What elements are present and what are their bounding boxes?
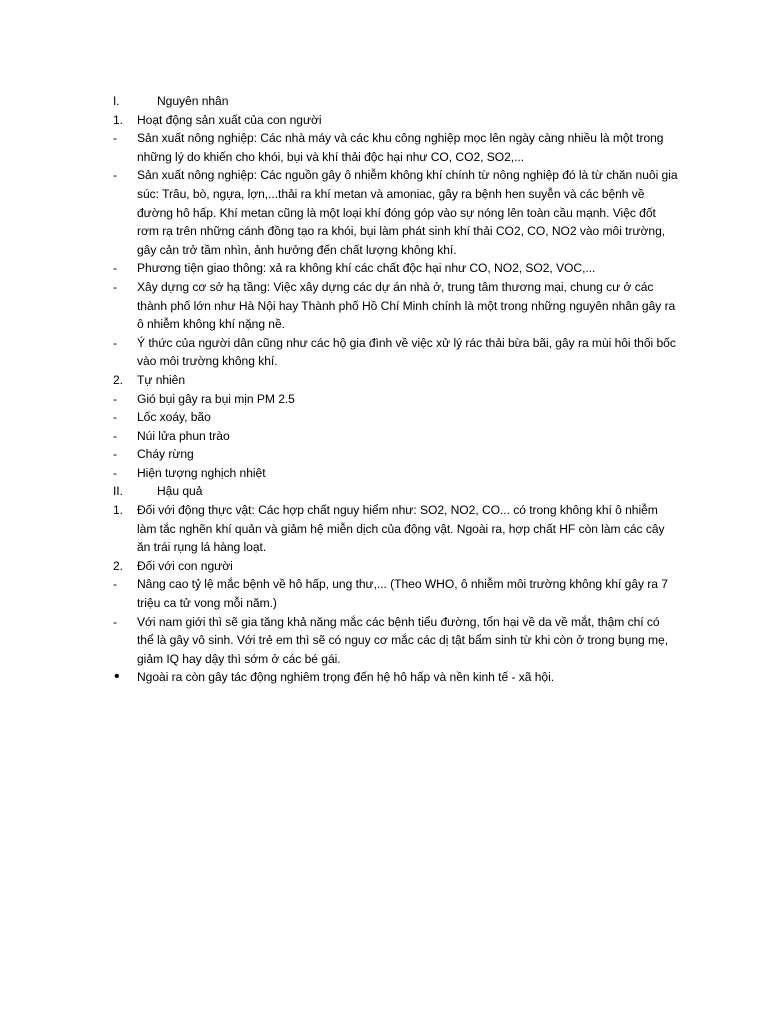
list-marker: 2. [113, 558, 123, 573]
list-item-text: Đối với con người [137, 558, 233, 573]
list-item-text: Sản xuất nông nghiệp: Các nhà máy và các khu công nghiệp mọc lên ngày càng nhiều là một trong những lý do khiến cho khói, bụi và khí thải độc hại như CO, CO2, SO2,... [137, 131, 664, 164]
list-marker: - [113, 577, 117, 592]
list-marker: II. [113, 484, 123, 499]
list-marker: I. [113, 94, 120, 108]
list-item-dash [113, 278, 678, 334]
list-marker: - [113, 279, 117, 294]
list-item-text: Lốc xoáy, bão [137, 410, 211, 425]
list-marker: 2. [113, 372, 123, 387]
list-item-text: Ý thức của người dân cũng như các hộ gia đình về việc xử lý rác thải bừa bãi, gây ra mùi hôi thối bốc vào môi trường không khí. [137, 335, 676, 369]
list-item-text: Cháy rừng [137, 447, 194, 462]
list-marker: - [113, 335, 117, 350]
list-item-text: Nâng cao tỷ lệ mắc bệnh về hô hấp, ung thư,... (Theo WHO, ô nhiễm môi trường không khí gây ra 7 triệu ca tử vong mỗi năm.) [137, 577, 668, 611]
list-item-text: Sản xuất nông nghiệp: Các nguồn gây ô nhiễm không khí chính từ nông nghiệp đó là từ chăn nuôi gia súc: Trâu, bò, ngựa, lợn,...thải ra khí metan và amoniac, gây ra bệnh hen suyễn và các bệnh về đường hô hấp. Khí metan cũng là một loại khí đóng góp vào sự nóng lên toàn cầu mạnh. Việc đốt rơm rạ trên những cánh đồng tạo ra khói, bụi làm phát sinh khí thải CO2, CO, NO2 vào môi trường, gây cản trở tầm nhìn, ảnh hưởng đến chất lượng không khí. [137, 168, 678, 257]
list-item-bullet [113, 668, 678, 687]
list-marker: 1. [113, 503, 123, 518]
list-marker: - [113, 428, 117, 443]
list-item-dash [113, 427, 678, 446]
list-item-text: Gió bụi gây ra bụi mịn PM 2.5 [137, 391, 295, 406]
list-item-dash [113, 575, 678, 612]
list-item-text: Đối với động thực vật: Các hợp chất nguy hiểm như: SO2, NO2, CO... có trong không khí ô nhiễm làm tắc nghẽn khí quản và giảm hệ miễn dịch của động vật. Ngoài ra, hợp chất HF còn làm các cây ăn trái rụng lá hàng loạt. [137, 503, 665, 555]
list-marker: - [113, 465, 117, 480]
bullet-marker: • [114, 668, 120, 686]
list-item-number [113, 501, 678, 557]
list-marker: - [113, 261, 117, 276]
list-item-text: Hiện tượng nghịch nhiệt [137, 465, 266, 480]
list-item-dash [113, 464, 678, 483]
list-item-text: Núi lửa phun trào [137, 428, 230, 443]
list-item-dash [113, 129, 678, 166]
section-heading: Hậu quả [157, 484, 203, 499]
list-item-dash [113, 259, 678, 278]
list-item-dash [113, 408, 678, 427]
list-marker: - [113, 391, 117, 406]
list-item-dash [113, 166, 678, 259]
list-item-dash [113, 390, 678, 409]
list-item-text: Tự nhiên [137, 372, 186, 387]
document-body [113, 92, 678, 687]
list-item-text: Hoạt động sản xuất của con người [137, 112, 322, 127]
list-item-number [113, 371, 678, 390]
list-item-heading [113, 92, 678, 111]
list-item-text: Xây dựng cơ sở hạ tầng: Việc xây dựng các dự án nhà ở, trung tâm thương mại, chung cư ở các thành phố lớn như Hà Nội hay Thành phố Hồ Chí Minh chính là một trong những nguyên nhân gây ra ô nhiễm không khí nặng nề. [137, 279, 676, 332]
list-marker: - [113, 168, 117, 183]
list-item-heading [113, 482, 678, 501]
list-item-dash [113, 613, 678, 669]
list-item-number [113, 557, 678, 576]
list-item-number [113, 111, 678, 130]
list-marker: - [113, 131, 117, 146]
list-item-text: Với nam giới thì sẽ gia tăng khả năng mắc các bệnh tiểu đường, tổn hại về da về mắt, thậm chí có thể là gây vô sinh. Với trẻ em thì sẽ có nguy cơ mắc các dị tật bẩm sinh từ khi còn ở trong bụng mẹ, giảm IQ hay dậy thì sớm ở các bé gái. [137, 614, 669, 666]
list-marker: - [113, 410, 117, 425]
list-item-dash [113, 334, 678, 371]
list-marker: - [113, 614, 117, 629]
section-heading: Nguyên nhân [157, 94, 229, 108]
list-item-dash [113, 445, 678, 464]
list-marker: 1. [113, 112, 123, 127]
list-item-text: Phương tiện giao thông: xả ra không khí các chất độc hại như CO, NO2, SO2, VOC,... [137, 261, 596, 276]
list-marker: - [113, 447, 117, 462]
list-item-text: Ngoài ra còn gây tác động nghiêm trọng đến hệ hô hấp và nền kinh tế - xã hội. [137, 670, 555, 685]
